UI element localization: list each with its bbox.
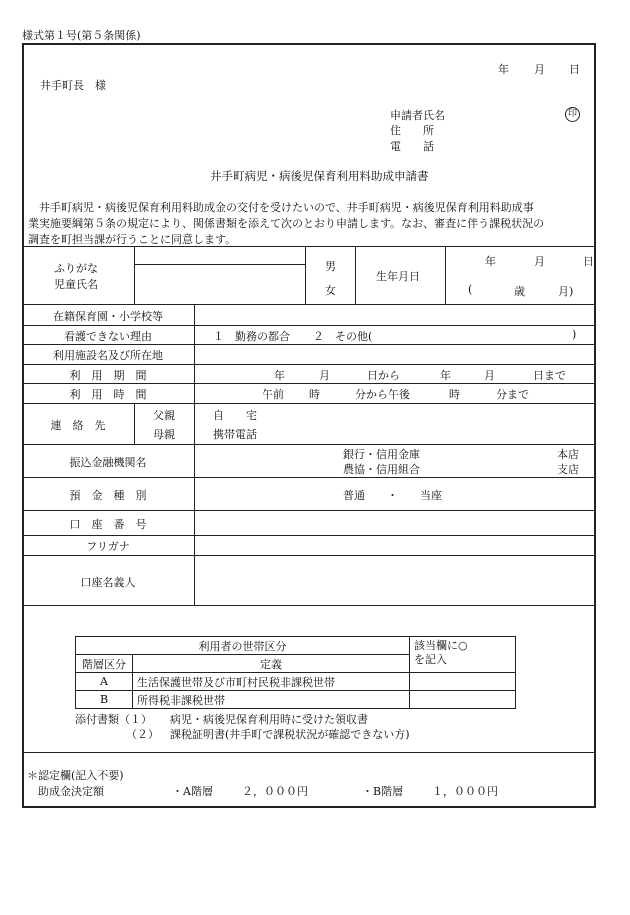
reason-close: ) <box>572 328 577 341</box>
school-label: 在籍保育園・小学校等 <box>53 310 163 323</box>
applicant-name-label[interactable]: 申請者氏名 <box>390 109 445 122</box>
attachments-label: 添付書類（１） <box>75 713 152 726</box>
class-column-header: 階層区分 <box>76 655 133 673</box>
reason-option-work[interactable]: １ 勤務の都合 <box>213 330 290 343</box>
addressee: 井手町長 様 <box>40 79 106 92</box>
time-am: 午前 <box>262 388 284 401</box>
facility-field[interactable] <box>196 346 594 363</box>
date-year: 年 <box>498 63 509 76</box>
time-label: 利 用 時 間 <box>69 388 147 401</box>
time-start-hour[interactable]: 時 <box>309 388 320 401</box>
attachment-2-number: （２） <box>126 728 159 741</box>
child-name-label: 児童氏名 <box>54 278 98 291</box>
deposit-label: 預 金 種 別 <box>69 489 147 502</box>
male-option[interactable]: 男 <box>325 260 336 273</box>
official-use-label: ＊認定欄(記入不要) <box>27 769 124 782</box>
attachment-1: 病児・病後児保育利用時に受けた領収書 <box>170 713 368 726</box>
attachment-2: 課税証明書(井手町で課税状況が確認できない方) <box>170 728 410 741</box>
amount-label: 助成金決定額 <box>38 785 104 798</box>
bank-type[interactable]: 銀行・信用金庫 <box>343 448 420 461</box>
intro-line-1: 井手町病児・病後児保育利用料助成金の交付を受けたいので、井手町病児・病後児保育利用料助成事 <box>28 201 534 214</box>
page-title: 井手町病児・病後児保育利用料助成申請書 <box>210 169 429 183</box>
deposit-options[interactable]: 普通 ・ 当座 <box>343 489 442 502</box>
tier-a-label: ・A階層 <box>172 785 213 798</box>
mobile-phone-field[interactable]: 携帯電話 <box>213 428 257 441</box>
account-furigana-field[interactable] <box>196 537 594 554</box>
tier-b-amount: １，０００円 <box>432 785 498 798</box>
birth-month[interactable]: 月 <box>534 255 545 268</box>
table-row <box>76 673 516 691</box>
period-month-from[interactable]: 月 <box>319 369 330 382</box>
home-phone-field[interactable]: 自 宅 <box>213 409 257 422</box>
tier-b-label: ・B階層 <box>362 785 404 798</box>
definition-a: 生活保護世帯及び市町村民税非課税世帯 <box>133 673 410 691</box>
period-year-to[interactable]: 年 <box>440 369 451 382</box>
check-header: 該当欄に○ を記入 <box>410 637 516 673</box>
period-day-from[interactable]: 日から <box>367 369 400 382</box>
female-option[interactable]: 女 <box>325 284 336 297</box>
account-furigana-label: フリガナ <box>86 540 130 553</box>
applicant-address-label[interactable]: 住 所 <box>390 124 434 137</box>
facility-label: 利用施設名及び所在地 <box>53 349 163 362</box>
account-holder-field[interactable] <box>196 557 594 604</box>
furigana-label: ふりがな <box>54 262 98 275</box>
period-label: 利 用 期 間 <box>69 369 147 382</box>
definition-b: 所得税非課税世帯 <box>133 691 410 709</box>
branch-office[interactable]: 支店 <box>557 463 579 476</box>
intro-line-3: 調査を町担当課が行うことに同意します。 <box>28 233 237 246</box>
child-name-field[interactable] <box>136 266 304 302</box>
date-day: 日 <box>569 63 580 76</box>
account-holder-label: 口座名義人 <box>80 576 136 589</box>
table-row <box>76 691 516 709</box>
coop-type[interactable]: 農協・信用組合 <box>343 463 420 476</box>
contact-label: 連 絡 先 <box>50 419 106 432</box>
tier-a-amount: ２，０００円 <box>242 785 308 798</box>
check-cell-b[interactable] <box>410 691 516 709</box>
intro-line-2: 業実施要綱第５条の規定により、関係書類を添えて次のとおり申請します。なお、審査に伴う課税状況の <box>28 217 545 230</box>
time-end-hour[interactable]: 時 <box>449 388 460 401</box>
child-furigana-field[interactable] <box>136 249 304 263</box>
period-day-to[interactable]: 日まで <box>533 369 566 382</box>
household-class-header: 利用者の世帯区分 <box>76 637 410 655</box>
date-month: 月 <box>534 63 545 76</box>
period-month-to[interactable]: 月 <box>484 369 495 382</box>
birth-day[interactable]: 日 <box>583 255 594 268</box>
time-end-min[interactable]: 分まで <box>496 388 529 401</box>
school-field[interactable] <box>196 306 594 323</box>
time-start-min[interactable]: 分から午後 <box>355 388 410 401</box>
check-cell-a[interactable] <box>410 673 516 691</box>
household-class-table <box>75 636 516 709</box>
form-number: 様式第１号(第５条関係) <box>22 29 141 42</box>
birth-date-label: 生年月日 <box>376 270 420 283</box>
period-year-from[interactable]: 年 <box>274 369 285 382</box>
class-b: B <box>76 691 133 709</box>
reason-label: 看護できない理由 <box>64 330 152 343</box>
definition-column-header: 定義 <box>133 655 410 673</box>
contact-mother: 母親 <box>153 428 175 441</box>
class-a: A <box>76 673 133 691</box>
contact-father: 父親 <box>153 409 175 422</box>
age-years[interactable]: 歳 <box>514 285 525 298</box>
account-number-label: 口 座 番 号 <box>69 518 147 531</box>
age-months[interactable]: 月) <box>558 285 574 298</box>
bank-label: 振込金融機関名 <box>69 456 147 469</box>
account-number-field[interactable] <box>196 512 594 534</box>
birth-year[interactable]: 年 <box>485 255 496 268</box>
seal-icon: 印 <box>565 106 580 122</box>
age-open: ( <box>468 283 473 296</box>
applicant-phone-label[interactable]: 電 話 <box>390 140 434 153</box>
reason-option-other[interactable]: ２ その他( <box>313 330 373 343</box>
head-office[interactable]: 本店 <box>557 448 579 461</box>
